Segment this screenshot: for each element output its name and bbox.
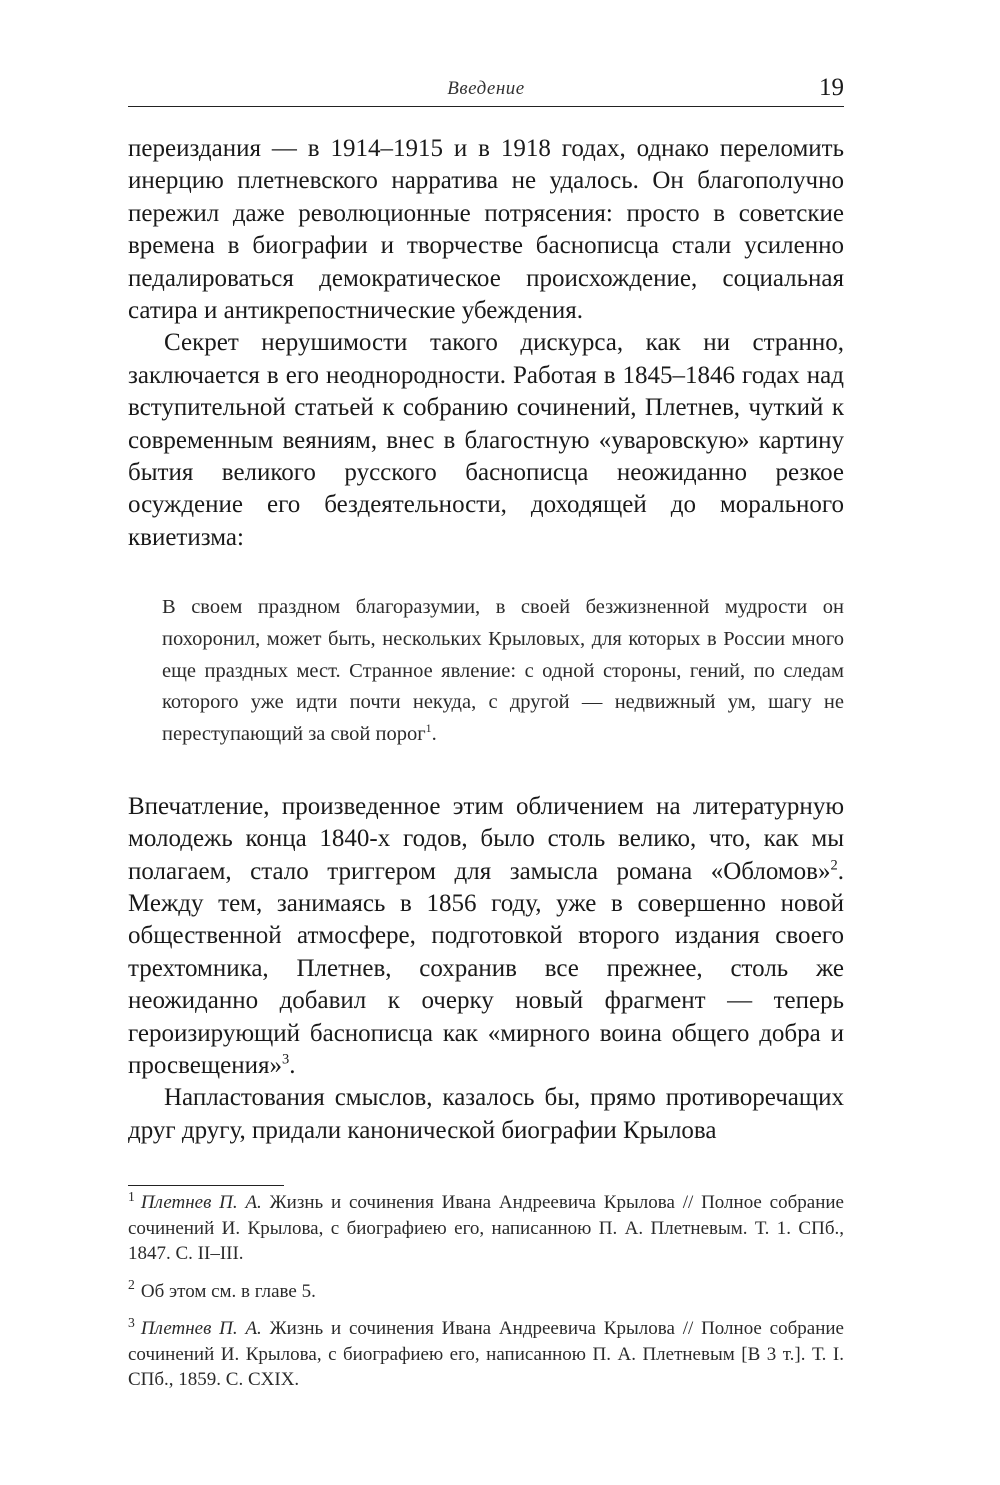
block-quote <box>162 592 844 751</box>
footnote-number: 1 <box>128 1188 135 1204</box>
footnote-1 <box>128 1190 844 1267</box>
paragraph-3 <box>128 791 844 1083</box>
paragraph-4: Напластования смыслов, казалось бы, прямо противоречащих друг другу, придали канонической биографии Крылова <box>128 1084 844 1144</box>
main-text <box>128 133 844 1147</box>
quote-text: В своем праздном благоразумии, в своей безжизненной мудрости он похоронил, может быть, нескольких Крыловых, для которых в России много еще праздных мест. Странное явление: с одной стороны, гений, по следам которого уже идти почти некуда, с другой — недвижный ум, шагу не переступающий за свой порог <box>162 596 844 746</box>
running-head: Введение <box>447 78 525 99</box>
footnote-text: Жизнь и сочинения Ивана Андреевича Крылова // Полное собрание сочинений И. Крылова, с биографиею его, написанною П. А. Плетневым [В 3 т.]. Т. I. СПб., 1859. С. CXIX. <box>128 1318 844 1390</box>
footnote-ref-1: 1 <box>425 721 432 736</box>
footnote-text: Жизнь и сочинения Ивана Андреевича Крылова // Полное собрание сочинений И. Крылова, с биографиею его, написанною П. А. Плетневым. Т. 1. СПб., 1847. С. II–III. <box>128 1192 844 1264</box>
footnote-ref-2: 2 <box>830 857 838 874</box>
footnote-3 <box>128 1316 844 1393</box>
footnote-2 <box>128 1279 844 1305</box>
footnote-number: 2 <box>128 1277 135 1293</box>
footnote-text: Об этом см. в главе 5. <box>140 1280 316 1302</box>
paragraph-3-end: . <box>289 1052 296 1080</box>
page-number: 19 <box>819 74 844 101</box>
paragraph-1: переиздания — в 1914–1915 и в 1918 годах, однако переломить инерцию плетневского нарратива не удалось. Он благополучно пережил даже революционные потрясения: просто в советские времена в биографии и творчестве баснописца стали усиленно педалироваться демократическое происхождение, социальная сатира и антикрепостнические убеждения. <box>128 135 844 325</box>
paragraph-3-part-a: Впечатление, произведенное этим обличением на литературную молодежь конца 1840-х годов, было столь велико, что, как мы полагаем, стало триггером для замысла романа «Обломов» <box>128 792 844 885</box>
footnote-author: Плетнев П. А. <box>140 1318 262 1339</box>
footnote-author: Плетнев П. А. <box>140 1192 262 1213</box>
footnote-rule <box>284 1184 844 1188</box>
page-header <box>128 70 844 107</box>
footnotes <box>128 1185 844 1405</box>
paragraph-2: Секрет нерушимости такого дискурса, как ни странно, заключается в его неоднородности. Работая в 1845–1846 годах над вступительной статьей к собранию сочинений, Плетнев, чуткий к современным веяниям, внес в благостную «уваровскую» картину бытия великого русского баснописца неожиданно резкое осуждение его бездеятельности, доходящей до морального квиетизма: <box>128 329 844 551</box>
quote-end: . <box>431 723 437 746</box>
footnote-ref-3: 3 <box>281 1051 290 1068</box>
paragraph-3-part-b: . Между тем, занимаясь в 1856 году, уже в совершенно новой общественной атмосфере, подготовкой второго издания своего трехтомника, Плетнев, сохранив все прежнее, столь же неожиданно добавил к очерку новый фрагмент — теперь героизирующий баснописца как «мирного воина общего добра и просвещения» <box>128 857 844 1080</box>
footnote-number: 3 <box>128 1314 135 1330</box>
